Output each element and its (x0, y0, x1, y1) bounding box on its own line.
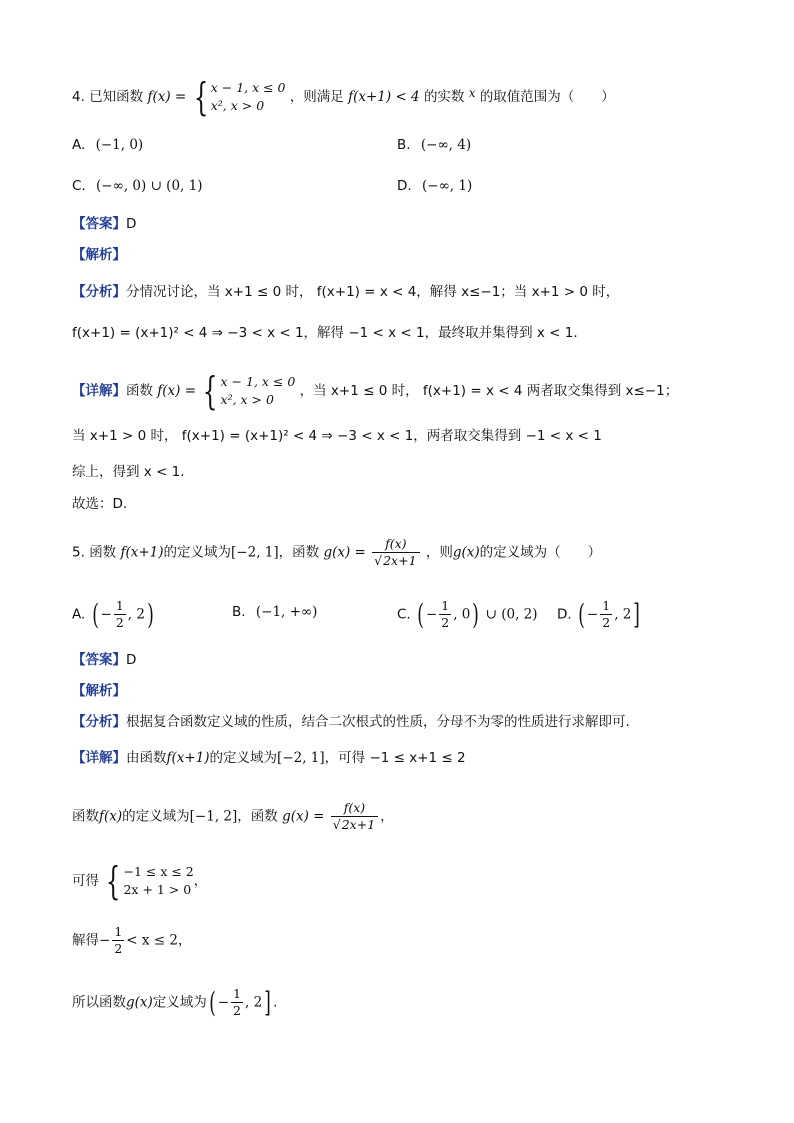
q4-text-1: 已知函数 (89, 89, 144, 105)
xj-text-3: 当 x+1 > 0 时， f(x+1) = (x+1)² < 4 ⇒ −3 < x < 1，两者取交集得到 −1 < x < 1 (72, 428, 602, 444)
q4-text-3: 的实数 (423, 89, 465, 105)
q5-answer (72, 650, 136, 670)
paren-open-icon: ( (208, 985, 216, 1019)
q5-option-a (72, 598, 156, 631)
xj-text: 可得 (72, 873, 99, 889)
q4-stem (72, 75, 615, 119)
xj-text: ， (193, 873, 208, 889)
q5-fraction (372, 536, 419, 569)
paren-open-icon: ( (91, 597, 99, 631)
xiangjie-tag: 【详解】 (72, 383, 126, 399)
option-union: ∪ (0, 2) (485, 606, 538, 623)
xj-case-2: x², x > 0 (220, 392, 274, 407)
option-tail: , 0 (453, 606, 471, 623)
xj-text: . (273, 994, 278, 1011)
xj-text-2: ，当 x+1 ≤ 0 时， f(x+1) = x < 4 两者取交集得到 x≤−1； (299, 383, 679, 399)
xj-g: g(x) (126, 994, 153, 1011)
fraction-denominator: √2x+1 (372, 552, 419, 569)
q5-option-c (397, 598, 538, 631)
option-value: (−1, +∞) (255, 604, 318, 620)
sqrt-radicand: 2x+1 (341, 817, 376, 832)
xj-case-1: x − 1, x ≤ 0 (220, 374, 296, 389)
fenxi-text: 分情况讨论，当 x+1 ≤ 0 时， f(x+1) = x < 4，解得 x≤−1；当 x+1 > 0 时， (126, 284, 620, 300)
q5-xiangjie-line-1 (72, 748, 466, 768)
q4-piecewise (191, 75, 286, 119)
q5-fenxi (72, 712, 630, 732)
xj-g: g(x) = (282, 808, 325, 825)
q5-text-5: 的定义域为（ ） (479, 544, 602, 561)
xj-text: 函数 (126, 383, 153, 399)
fraction-numerator: f(x) (343, 800, 366, 815)
xj-minus: − (217, 994, 230, 1011)
fraction-denominator: 2 (114, 941, 123, 956)
xj-text: < x ≤ 2， (126, 932, 192, 949)
option-value: (−∞, 4) (420, 137, 472, 153)
answer-value: D (126, 216, 137, 232)
fenxi-text: f(x+1) = (x+1)² < 4 ⇒ −3 < x < 1，解得 −1 < x < 1，最终取并集得到 x < 1. (72, 325, 578, 341)
q4-xiangjie-line-4 (72, 494, 127, 514)
xiangjie-tag: 【详解】 (72, 750, 126, 766)
q4-option-b (397, 135, 471, 155)
fraction-denominator: 2 (115, 615, 124, 630)
q4-fx: f(x) = (147, 89, 187, 105)
paren-close-icon: ) (147, 597, 154, 631)
q4-fenxi-line-2 (72, 323, 578, 343)
xj-text: , 2 (245, 994, 263, 1011)
brace-icon: { (193, 75, 208, 119)
analysis-tag: 【解析】 (72, 247, 126, 263)
fenxi-tag: 【分析】 (72, 714, 126, 730)
xj-text: 定义域为 (152, 994, 207, 1011)
sqrt-radicand: 2x+1 (383, 553, 417, 568)
q5-stem (72, 536, 601, 569)
fraction-numerator: 1 (115, 598, 124, 613)
q5-analysis-title (72, 681, 126, 701)
bracket-close-icon: ] (633, 597, 641, 631)
fraction-denominator: 2 (602, 615, 611, 630)
q5-text-3: ，函数 (278, 544, 320, 561)
paren-open-icon: ( (417, 597, 424, 631)
fenxi-tag: 【分析】 (72, 284, 126, 300)
answer-value: D (126, 652, 137, 668)
q4-text-4: 的取值范围为（ ） (479, 89, 615, 105)
q4-xiangjie-line-3 (72, 462, 185, 482)
xj-system (103, 859, 194, 903)
fraction-denominator: 2 (233, 1003, 241, 1018)
xj-domain: [−2, 1] (277, 750, 325, 766)
q4-option-d (397, 176, 472, 196)
xj-f: f(x+1) (166, 750, 210, 766)
q5-text-4: ，则 (425, 544, 453, 561)
xj-text: ，函数 (237, 808, 278, 825)
q4-condition: f(x+1) < 4 (348, 89, 420, 105)
xj-text: 解得 (72, 932, 99, 949)
q5-xiangjie-line-2 (72, 800, 394, 833)
q5-option-d (557, 598, 642, 631)
xj-text: 所以函数 (72, 994, 126, 1011)
answer-tag: 【答案】 (72, 216, 126, 232)
q4-analysis-title (72, 245, 126, 265)
fraction-denominator: √2x+1 (331, 816, 378, 833)
xj-text: 由函数 (126, 750, 167, 766)
q5-gx-2: g(x) (452, 544, 480, 561)
option-value: (−1, 0) (95, 137, 144, 153)
fraction-numerator: 1 (114, 924, 123, 939)
xj-domain: [−1, 2] (189, 808, 238, 825)
q5-f1: f(x+1) (120, 544, 164, 561)
fraction-numerator: f(x) (385, 536, 407, 551)
paren-open-icon: ( (578, 597, 585, 631)
option-label: D. (557, 606, 572, 623)
xj-minus: − (99, 932, 111, 949)
brace-icon: { (203, 369, 218, 413)
xj-f: f(x) (99, 808, 123, 825)
q4-answer (72, 214, 136, 234)
option-value: (−∞, 1) (421, 178, 473, 194)
xj-text: 的定义域为 (122, 808, 190, 825)
fraction-denominator: 2 (441, 615, 450, 630)
analysis-tag: 【解析】 (72, 683, 126, 699)
answer-tag: 【答案】 (72, 652, 126, 668)
xj-text-4: 综上，得到 x < 1. (72, 464, 185, 480)
system-row-1: −1 ≤ x ≤ 2 (123, 864, 194, 879)
xj-text-5: 故选：D. (72, 496, 128, 512)
fraction-numerator: 1 (441, 598, 450, 613)
q4-xiangjie-line-1 (72, 369, 679, 413)
q5-gx: g(x) = (323, 544, 366, 561)
option-minus: − (586, 606, 599, 623)
paren-close-icon: ) (472, 597, 480, 631)
option-minus: − (425, 606, 438, 623)
fraction-numerator: 1 (233, 986, 241, 1001)
xj-text: 的定义域为 (209, 750, 278, 766)
xj-text: ， (380, 808, 394, 825)
q5-number: 5. (72, 544, 85, 561)
q5-domain: [−2, 1] (231, 544, 279, 561)
xj-text: 函数 (72, 808, 99, 825)
q4-option-c (72, 176, 202, 196)
q5-xiangjie-line-5 (72, 986, 277, 1019)
q5-option-b (232, 602, 317, 622)
q4-case-1: x − 1, x ≤ 0 (210, 80, 286, 95)
option-label: A. (72, 606, 86, 623)
xj-fx: f(x) = (157, 383, 197, 399)
q4-text-2: ，则满足 (289, 89, 344, 105)
option-label: C. (397, 606, 411, 623)
option-label: C. (72, 178, 86, 194)
option-label: A. (72, 137, 86, 153)
xj-fraction (331, 800, 378, 833)
q4-option-a (72, 135, 143, 155)
q4-case-2: x², x > 0 (210, 98, 265, 113)
q5-text-1: 函数 (89, 544, 117, 561)
option-label: B. (397, 137, 411, 153)
fenxi-text: 根据复合函数定义域的性质，结合二次根式的性质，分母不为零的性质进行求解即可. (126, 714, 630, 730)
q4-var-x: x (468, 86, 476, 100)
option-label: B. (232, 604, 246, 620)
xj-piecewise (200, 369, 296, 413)
bracket-close-icon: ] (264, 985, 271, 1019)
option-value: (−∞, 0) ∪ (0, 1) (96, 178, 203, 194)
option-label: D. (397, 178, 412, 194)
option-tail: , 2 (614, 606, 632, 623)
option-minus: − (100, 606, 112, 623)
q5-xiangjie-line-4 (72, 924, 191, 957)
q4-fenxi-line-1 (72, 282, 619, 302)
xj-text: ，可得 −1 ≤ x+1 ≤ 2 (324, 750, 466, 766)
q4-number: 4. (72, 89, 85, 105)
fraction-numerator: 1 (602, 598, 611, 613)
system-row-2: 2x + 1 > 0 (123, 882, 192, 897)
brace-icon: { (106, 859, 121, 903)
option-tail: , 2 (127, 606, 145, 623)
q5-text-2: 的定义域为 (163, 544, 232, 561)
q5-xiangjie-line-3 (72, 859, 208, 903)
q4-xiangjie-line-2 (72, 426, 602, 446)
